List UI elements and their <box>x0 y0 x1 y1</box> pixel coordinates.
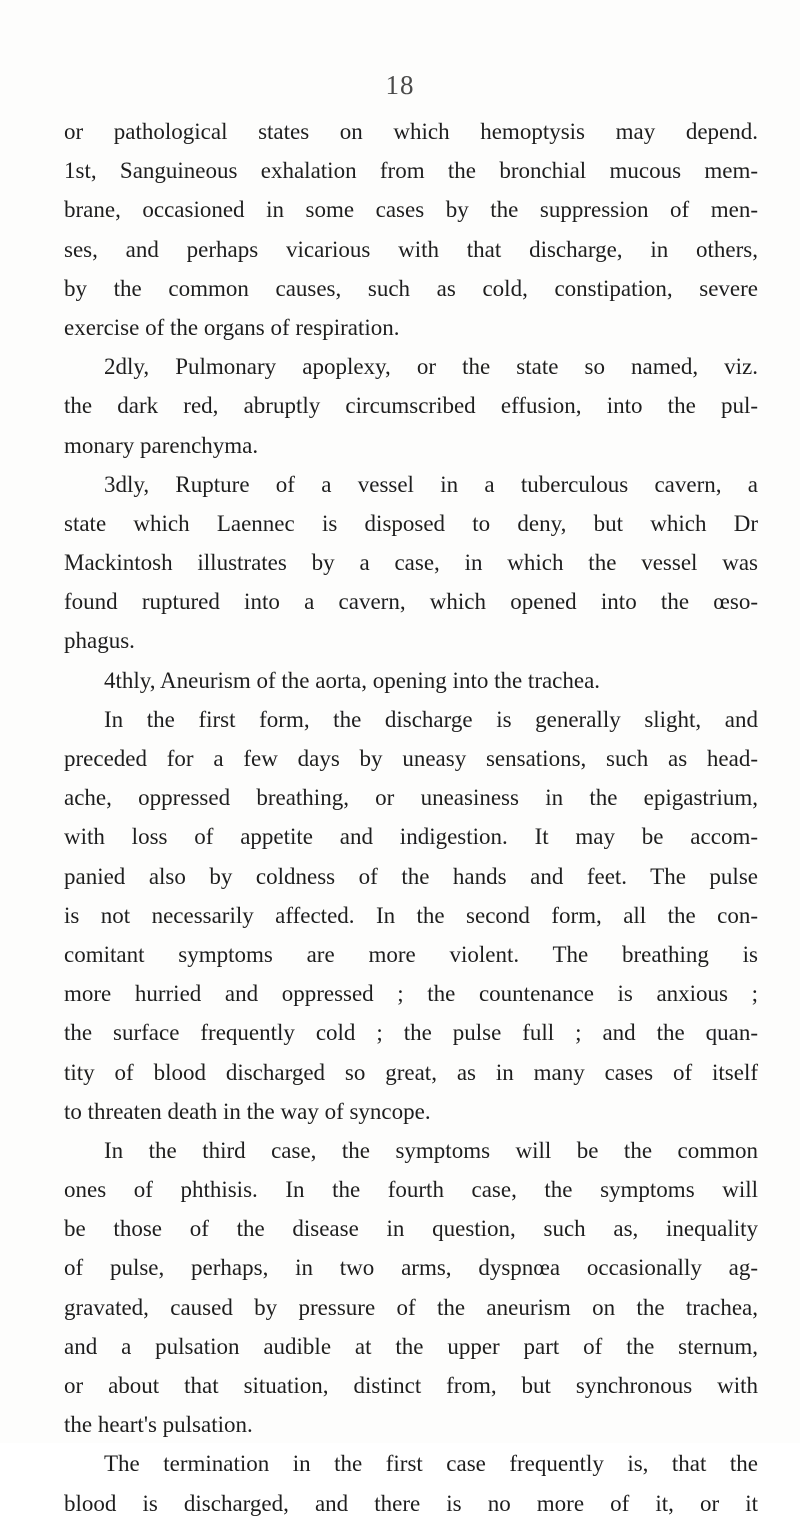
text-line: be those of the disease in question, such as, inequality <box>64 1216 758 1242</box>
text-line: monary parenchyma. <box>64 432 259 458</box>
text-line: or pathological states on which hemoptysis may depend. <box>64 119 758 144</box>
text-line: phagus. <box>64 628 135 654</box>
text-line: tity of blood discharged so great, as in many cases of itself <box>64 1059 758 1085</box>
body-text <box>64 112 758 1523</box>
text-line: ones of phthisis. In the fourth case, the symptoms will <box>64 1177 758 1203</box>
text-line: panied also by coldness of the hands and feet. The pulse <box>64 863 758 889</box>
text-line: to threaten death in the way of syncope. <box>64 1098 431 1124</box>
page-number: 18 <box>385 70 415 100</box>
text-line: gravated, caused by pressure of the aneurism on the trachea, <box>64 1294 758 1320</box>
text-line: with loss of appetite and indigestion. It may be accom- <box>64 824 758 850</box>
text-line: 2dly, Pulmonary apoplexy, or the state so named, viz. <box>104 354 758 380</box>
text-line: of pulse, perhaps, in two arms, dyspnœa occasionally ag- <box>64 1255 758 1281</box>
text-line: or about that situation, distinct from, but synchronous with <box>64 1373 758 1398</box>
text-line: blood is discharged, and there is no more of it, or it <box>64 1490 758 1516</box>
text-line: In the first form, the discharge is generally slight, and <box>104 706 758 732</box>
text-line: Mackintosh illustrates by a case, in which the vessel was <box>64 550 758 576</box>
text-line: by the common causes, such as cold, constipation, severe <box>64 275 758 301</box>
text-line: 3dly, Rupture of a vessel in a tuberculous cavern, a <box>104 471 758 497</box>
text-line: preceded for a few days by uneasy sensations, such as head- <box>64 746 758 771</box>
text-line: brane, occasioned in some cases by the suppression of men- <box>64 197 758 223</box>
text-line: 1st, Sanguineous exhalation from the bronchial mucous mem- <box>64 158 758 184</box>
text-line: and a pulsation audible at the upper part of the sternum, <box>64 1333 758 1359</box>
text-line: 4thly, Aneurism of the aorta, opening into the trachea. <box>104 667 601 693</box>
text-line: exercise of the organs of respiration. <box>64 314 400 340</box>
text-line: In the third case, the symptoms will be the common <box>104 1137 758 1163</box>
text-line: is not necessarily affected. In the second form, all the con- <box>64 902 758 928</box>
text-line: the dark red, abruptly circumscribed effusion, into the pul- <box>64 393 758 419</box>
text-line: the surface frequently cold ; the pulse full ; and the quan- <box>64 1020 758 1046</box>
text-line: state which Laennec is disposed to deny, but which Dr <box>64 510 758 536</box>
text-line: comitant symptoms are more violent. The breathing is <box>64 941 758 967</box>
text-line: found ruptured into a cavern, which opened into the œso- <box>64 589 758 615</box>
text-line: the heart's pulsation. <box>64 1412 253 1438</box>
text-line: The termination in the first case frequently is, that the <box>104 1451 758 1477</box>
text-line: ache, oppressed breathing, or uneasiness in the epigastrium, <box>64 785 758 811</box>
text-line: more hurried and oppressed ; the countenance is anxious ; <box>64 981 758 1007</box>
text-line: ses, and perhaps vicarious with that discharge, in others, <box>64 236 758 262</box>
